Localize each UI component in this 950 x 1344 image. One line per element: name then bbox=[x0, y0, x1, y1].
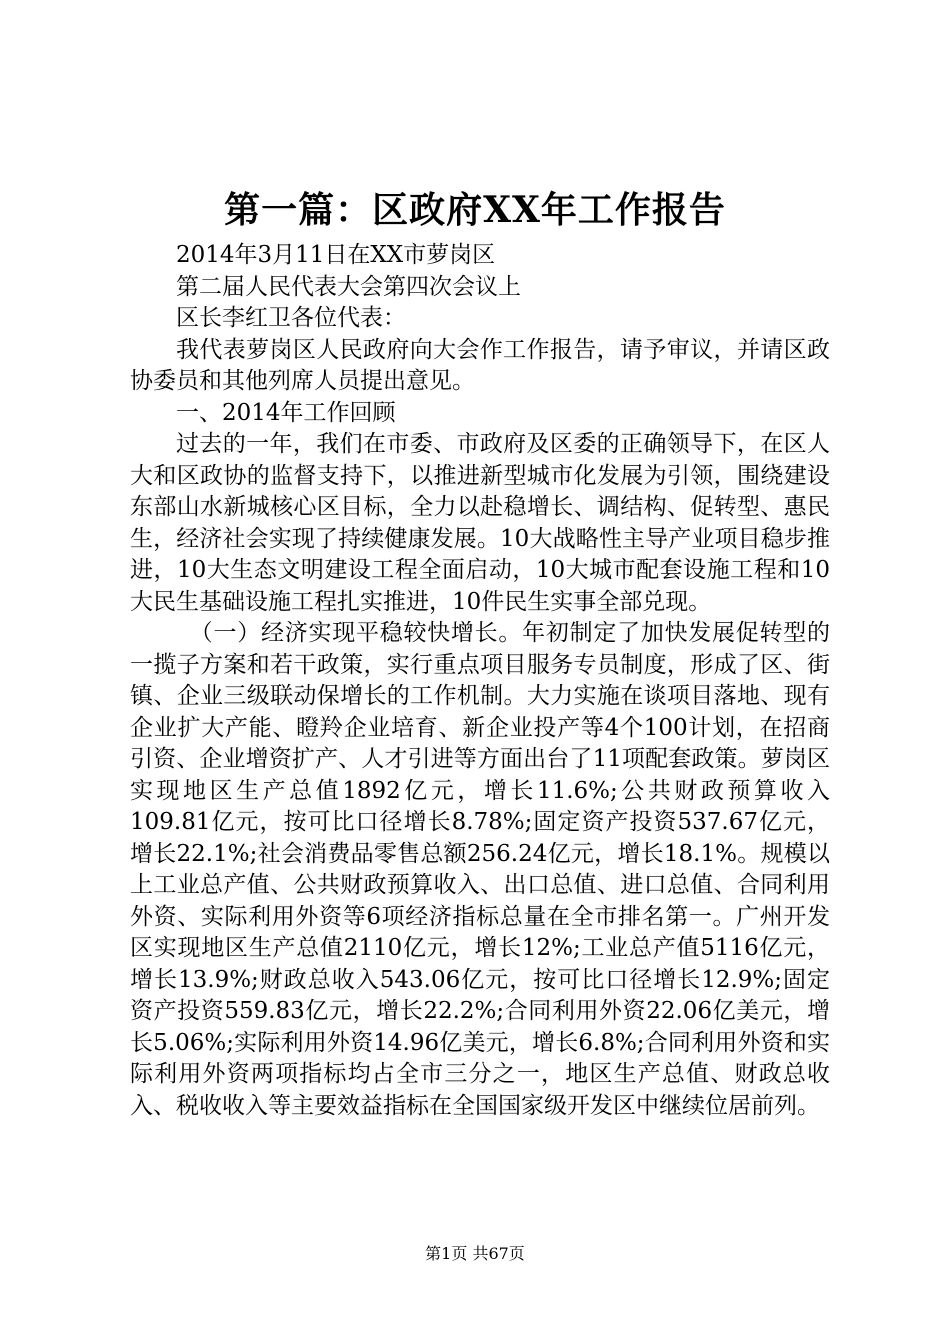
intro-paragraph: 我代表萝岗区人民政府向大会作工作报告，请予审议，并请区政协委员和其他列席人员提出意见。 bbox=[130, 336, 830, 394]
document-body bbox=[130, 240, 830, 1122]
meeting-date-line: 2014年3月11日在XX市萝岗区 bbox=[176, 242, 496, 268]
section-heading: 一、2014年工作回顾 bbox=[176, 399, 396, 426]
speaker-salutation-line: 区长李红卫各位代表： bbox=[176, 305, 406, 331]
page-number-footer: 第1页 共67页 bbox=[425, 1244, 525, 1263]
meeting-name-line: 第二届人民代表大会第四次会议上 bbox=[176, 273, 521, 300]
document-title: 第一篇：区政府XX年工作报告 bbox=[224, 189, 726, 231]
review-paragraph: 过去的一年，我们在市委、市政府及区委的正确领导下，在区人大和区政协的监督支持下，以推进新型城市化发展为引领，围绕建设东部山水新城核心区目标，全力以赴稳增长、调结构、促转型、惠民生，经济社会实现了持续健康发展。10大战略性主导产业项目稳步推进，10大生态文明建设工程全面启动，10大城市配套设施工程和10大民生基础设施工程扎实推进，10件民生实事全部兑现。 bbox=[130, 431, 830, 615]
economy-paragraph: （一）经济实现平稳较快增长。年初制定了加快发展促转型的一揽子方案和若干政策，实行重点项目服务专员制度，形成了区、街镇、企业三级联动保增长的工作机制。大力实施在谈项目落地、现有企业扩大产能、瞪羚企业培育、新企业投产等4个100计划，在招商引资、企业增资扩产、人才引进等方面出台了11项配套政策。萝岗区实现地区生产总值1892亿元，增长11.6%;公共财政预算收入109.81亿元，按可比口径增长8.78%;固定资产投资537.67亿元，增长22.1%;社会消费品零售总额256.24亿元，增长18.1%。规模以上工业总产值、公共财政预算收入、出口总值、进口总值、合同利用外资、实际利用外资等6项经济指标总量在全市排名第一。广州开发区实现地区生产总值2110亿元，增长12%;工业总产值5116亿元，增长13.9%;财政总收入543.06亿元，按可比口径增长12.9%;固定资产投资559.83亿元，增长22.2%;合同利用外资22.06亿美元，增长5.06%;实际利用外资14.96亿美元，增长6.8%;合同利用外资和实际利用外资两项指标均占全市三分之一，地区生产总值、财政总收入、税收收入等主要效益指标在全国国家级开发区中继续位居前列。 bbox=[130, 620, 830, 1119]
